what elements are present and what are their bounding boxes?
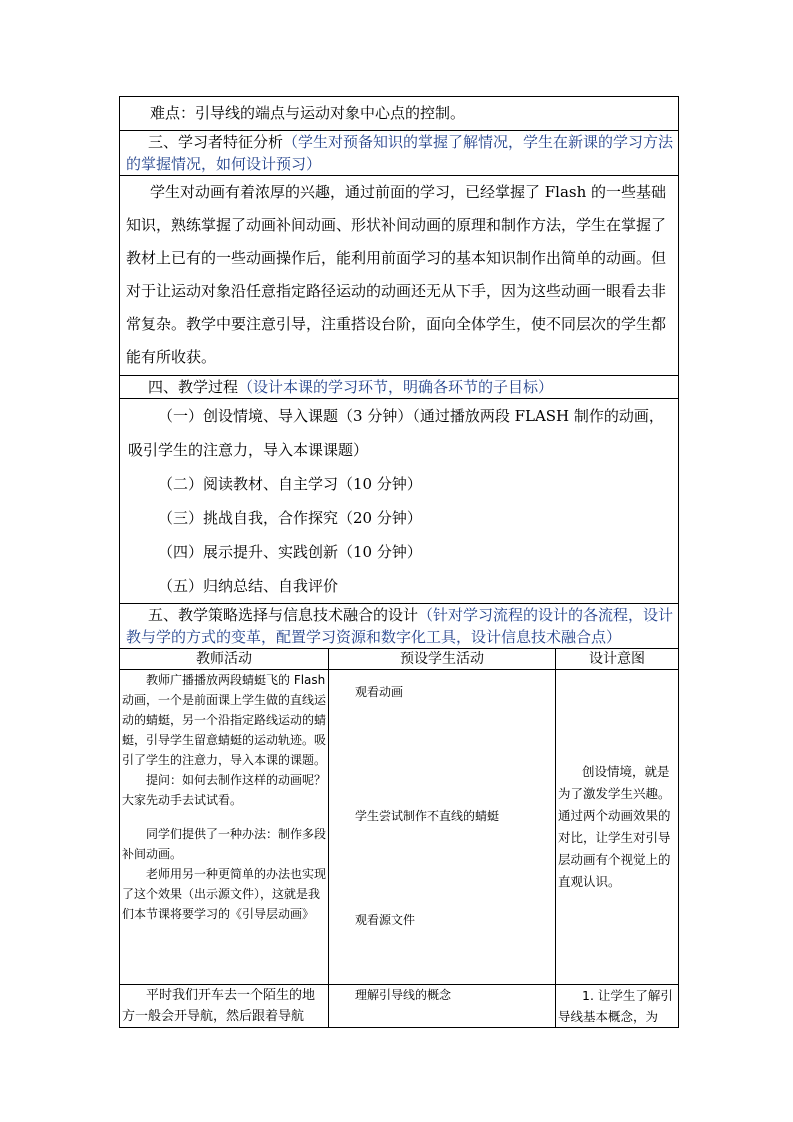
difficulty-text: 难点：引导线的端点与运动对象中心点的控制。 xyxy=(150,104,466,122)
process-step: （四）展示提升、实践创新（10 分钟） xyxy=(158,543,422,561)
activity-header-row xyxy=(120,649,679,670)
teacher-paragraph: 老师用另一种更简单的办法也实现了这个效果（出示源文件），这就是我们本节课将要学习的《引导层动画》 xyxy=(122,867,327,921)
teacher-paragraph: 教师广播播放两段蜻蜓飞的 Flash 动画，一个是前面课上学生做的直线运动的蜻蜓，另一个沿指定路线运动的蜻蜓，引导学生留意蜻蜓的运动轨迹。吸引了学生的注意力，导入本课的课题。 xyxy=(122,673,327,767)
teacher-paragraph: 平时我们开车去一个陌生的地方一般会开导航，然后跟着导航 xyxy=(122,988,316,1024)
teacher-paragraph: 提问：如何去制作这样的动画呢？大家先动手去试试看。 xyxy=(122,773,327,807)
activity-row-2 xyxy=(120,985,679,1028)
col-header-teacher: 教师活动 xyxy=(196,651,252,667)
section3-title: 三、学习者特征分析 xyxy=(148,133,284,151)
lesson-plan-page xyxy=(119,96,678,1028)
design-intent-cell xyxy=(556,761,678,893)
design-intent-text: 创设情境，就是为了激发学生兴趣。通过两个动画效果的对比，让学生对引导层动画有个视觉上的直观认识。 xyxy=(558,764,671,889)
section3-heading-row xyxy=(120,131,679,176)
teacher-activity-cell xyxy=(120,985,328,1027)
col-header-student: 预设学生活动 xyxy=(400,651,484,667)
section5-heading-row xyxy=(120,604,679,649)
section4-title: 四、教学过程 xyxy=(148,378,239,396)
process-step: （五）归纳总结、自我评价 xyxy=(158,577,339,595)
section4-heading-row xyxy=(120,376,679,399)
process-step: （一）创设情境、导入课题（3 分钟）（通过播放两段 FLASH 制作的动画， xyxy=(158,407,664,425)
section5-title: 五、教学策略选择与信息技术融合的设计 xyxy=(148,606,419,624)
student-activity-item: 理解引导线的概念 xyxy=(355,988,452,1002)
student-activity-item: 观看源文件 xyxy=(355,913,416,927)
design-intent-text: 1. 让学生了解引导线基本概念，为 xyxy=(558,988,673,1024)
student-activity-cell xyxy=(329,670,555,984)
process-steps xyxy=(120,399,678,603)
section3-hint: （学生对预备知识的掌握了解情况，学生在新课的学习方法的掌握情况，如何设计预习） xyxy=(126,133,674,173)
section3-body: 学生对动画有着浓厚的兴趣，通过前面的学习，已经掌握了 Flash 的一些基础知识，熟练掌握了动画补间动画、形状补间动画的原理和制作方法，学生在掌握了教材上已有的一些动画操作后，能利用前面学习的基本知识制作出简单的动画。但对于让运动对象沿任意指定路径运动的动画还无从下手，因为这些动画一眼看去非常复杂。教学中要注意引导，注重搭设台阶，面向全体学生，使不同层次的学生都能有所收获。 xyxy=(126,183,667,366)
difficulty-row xyxy=(120,97,679,131)
process-step: （二）阅读教材、自主学习（10 分钟） xyxy=(158,475,422,493)
activity-row-1 xyxy=(120,670,679,985)
student-activity-item: 学生尝试制作不直线的蜻蜓 xyxy=(355,809,500,823)
process-step: （三）挑战自我，合作探究（20 分钟） xyxy=(158,509,422,527)
teacher-activity-cell xyxy=(120,670,328,924)
section5-hint: （针对学习流程的设计的各流程，设计教与学的方式的变革，配置学习资源和数字化工具，设计信息技术融合点） xyxy=(126,606,674,646)
section4-hint: （设计本课的学习环节，明确各环节的子目标） xyxy=(238,378,554,396)
section3-body-row xyxy=(120,176,679,376)
teacher-paragraph: 同学们提供了一种办法：制作多段补间动画。 xyxy=(122,827,327,861)
section4-steps-row xyxy=(120,399,679,604)
lesson-plan-table xyxy=(119,96,679,1028)
process-step: 吸引学生的注意力，导入本课课题） xyxy=(128,441,369,459)
col-header-design: 设计意图 xyxy=(589,651,645,667)
design-intent-cell xyxy=(556,985,678,1027)
student-activity-item: 观看动画 xyxy=(355,685,404,699)
